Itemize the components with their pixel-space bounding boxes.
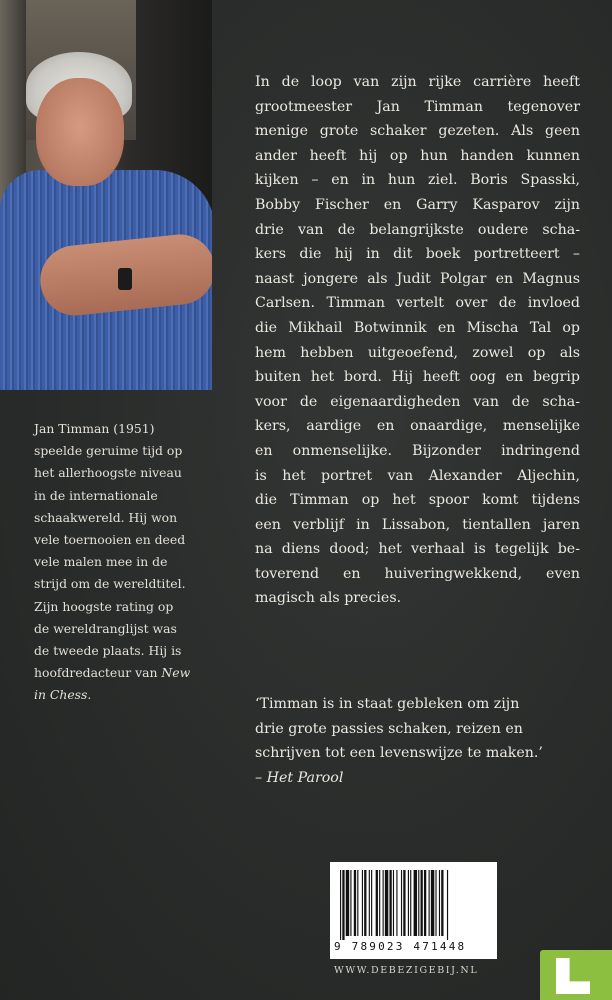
barcode-bar — [350, 870, 351, 936]
bio-text: . — [87, 687, 92, 703]
bio-line: vele malen mee in de — [34, 554, 168, 570]
blurb-line: In de loop van zijn rijke carrière heeft — [255, 74, 580, 90]
barcode-bar — [342, 870, 344, 940]
blurb-line: die Mikhail Botwinnik en Mischa Tal op — [255, 319, 580, 336]
barcode-bar — [401, 870, 402, 936]
barcode-bar — [396, 870, 397, 936]
barcode-bar — [389, 870, 391, 936]
blurb-line: en onmenselijke. Bijzonder indringend — [255, 442, 580, 459]
barcode-bar — [383, 870, 384, 936]
shop-sticker — [540, 950, 612, 1000]
blurb-line: toverend en huiveringwekkend, even — [255, 565, 580, 582]
bio-line: speelde geruime tijd op — [34, 443, 183, 459]
blurb-line: hem hebben uitgeoefend, zowel op als — [255, 344, 580, 361]
barcode-bar — [369, 870, 370, 936]
barcode-bar — [362, 870, 363, 936]
quote-source-name: Het Parool — [266, 769, 344, 786]
barcode-bar — [340, 870, 341, 940]
barcode-bar — [346, 870, 349, 936]
quote-line: ‘Timman is in staat gebleken om zijn — [255, 696, 520, 712]
blurb-line: is het portret van Alexander Aljechin, — [255, 467, 580, 484]
bio-line: strijd om de wereldtitel. — [34, 576, 186, 592]
bio-text: hoofdredacteur van — [34, 665, 162, 681]
bio-line: in de internationale — [34, 487, 158, 503]
barcode-bar — [371, 870, 372, 936]
barcode-bar — [357, 870, 358, 936]
barcode-bar — [379, 870, 380, 936]
blurb-line: een verblijf in Lissabon, tientallen jaren — [255, 516, 580, 533]
blurb-line: magisch als precies. — [255, 590, 402, 607]
barcode-bar — [393, 870, 394, 936]
barcode-bar — [439, 870, 440, 936]
book-blurb — [255, 70, 580, 611]
quote-dash: – — [255, 769, 267, 786]
blurb-line: kijken – en in hun ziel. Boris Spasski, — [255, 172, 580, 189]
barcode-bar — [364, 870, 366, 936]
magazine-title: in Chess — [34, 687, 88, 703]
bio-line: de wereldranglijst was — [34, 620, 177, 636]
publisher-website: WWW.DEBEZIGEBIJ.NL — [334, 965, 479, 976]
l-logo-icon — [556, 958, 590, 994]
blurb-line: ander heeft hij op hun handen kunnen — [255, 147, 580, 164]
barcode-bar — [376, 870, 378, 936]
bio-line: het allerhoogste niveau — [34, 465, 182, 481]
bio-line: schaakwereld. Hij won — [34, 509, 178, 525]
bio-line: Jan Timman (1951) — [34, 421, 155, 436]
bio-line: Zijn hoogste rating op — [34, 598, 174, 614]
barcode-bar — [429, 870, 430, 936]
blurb-line: menige grote schaker gezeten. Als geen — [255, 123, 580, 140]
blurb-line: grootmeester Jan Timman tegenover — [255, 98, 580, 115]
barcode-bar — [414, 870, 417, 936]
blurb-line: die Timman op het spoor komt tijdens — [255, 492, 580, 509]
bio-line: de tweede plaats. Hij is — [34, 643, 182, 659]
blurb-line: drie van de belangrijkste oudere scha- — [255, 221, 580, 238]
barcode-bar — [421, 870, 423, 936]
press-quote — [255, 692, 580, 790]
barcode-bar — [418, 870, 419, 936]
blurb-line: kers die hij in dit boek portretteert – — [255, 246, 580, 263]
blurb-line: kers, aardige en onaardige, menselijke — [255, 418, 580, 435]
bio-line: vele toernooien en deed — [34, 532, 186, 548]
barcode-bars — [330, 862, 497, 942]
blurb-line: Bobby Fischer en Garry Kasparov zijn — [255, 196, 580, 213]
blurb-line: naast jongere als Judit Polgar en Magnus — [255, 270, 580, 287]
isbn-number: 9 789023 471448 — [334, 940, 467, 953]
barcode-bar — [441, 870, 443, 936]
barcode-bar — [447, 870, 448, 940]
barcode-bar — [431, 870, 434, 936]
blurb-line: na diens dood; het verhaal is tegelijk be- — [255, 541, 580, 558]
isbn-barcode — [330, 862, 497, 959]
barcode-bar — [435, 870, 436, 936]
bio-line — [34, 662, 209, 684]
quote-line: schrijven tot een levenswijze te maken.’ — [255, 745, 543, 762]
blurb-line: Carlsen. Timman vertelt over de invloed — [255, 295, 580, 312]
author-photo — [0, 0, 212, 390]
magazine-title: New — [161, 665, 191, 681]
barcode-bar — [424, 870, 426, 936]
quote-line: drie grote passies schaken, reizen en — [255, 720, 523, 737]
blurb-line: buiten het bord. Hij heeft oog en begrip — [255, 369, 580, 386]
barcode-bar — [403, 870, 405, 936]
blurb-line: voor de eigenaardigheden van de scha- — [255, 393, 580, 410]
bio-line — [34, 684, 209, 706]
barcode-bar — [408, 870, 409, 936]
barcode-bar — [410, 870, 411, 936]
barcode-bar — [354, 870, 356, 936]
quote-source — [255, 766, 580, 791]
author-bio — [34, 418, 209, 707]
barcode-bar — [385, 870, 388, 936]
